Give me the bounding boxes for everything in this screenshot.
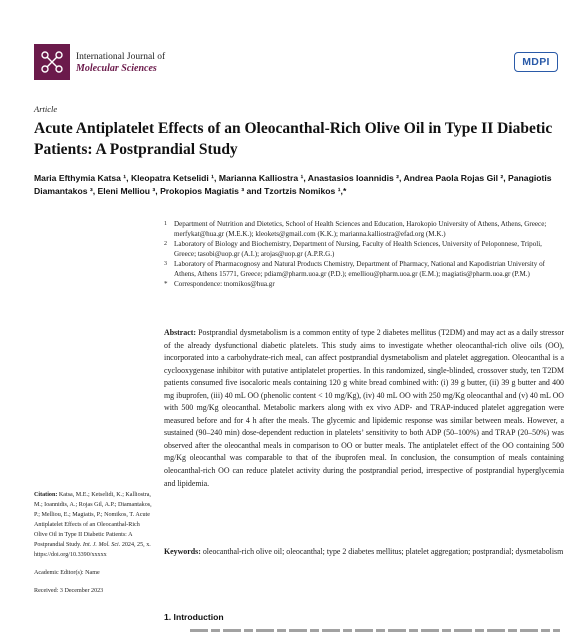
section-heading-introduction: 1. Introduction bbox=[164, 612, 224, 622]
correspondence bbox=[164, 279, 564, 289]
citation-journal: Int. J. Mol. Sci. bbox=[82, 542, 121, 548]
citation-doi-link[interactable]: https://doi.org/10.3390/xxxxx bbox=[34, 552, 107, 558]
keywords-label: Keywords: bbox=[164, 547, 201, 556]
journal-name bbox=[76, 52, 165, 74]
article-title: Acute Antiplatelet Effects of an Oleocanthal-Rich Olive Oil in Type II Diabetic Patients: A Postprandial Study bbox=[34, 120, 553, 158]
abstract-label: Abstract: bbox=[164, 328, 196, 337]
page-header bbox=[34, 44, 558, 84]
affiliation-text: Laboratory of Pharmacognosy and Natural Products Chemistry, Department of Pharmacy, National and Kapodistrian University of Athens, Athens 15771, Greece; pdiam@pharm.uoa.gr (P.D.); emelliou@pharm.uoa.gr (E.M.); magiatis@pharm.uoa.gr (P.M.) bbox=[174, 260, 546, 278]
correspondence-marker: * bbox=[164, 280, 168, 288]
affiliation-number: 1 bbox=[164, 221, 167, 227]
article-type: Article bbox=[34, 104, 58, 114]
author-list: Maria Efthymia Katsa ¹, Kleopatra Ketselidi ¹, Marianna Kalliostra ¹, Anastasios Ioannidis ², Andrea Paola Rojas Gil ², Panagiotis Diamantakos ³, Eleni Melliou ³, Prokopios Magiatis ³ and Tzortzis Nomikos ¹,* bbox=[34, 173, 552, 196]
journal-name-line1: International Journal of bbox=[76, 52, 166, 62]
mdpi-logo-text: MDPI bbox=[522, 56, 550, 68]
affiliation-text: Laboratory of Biology and Biochemistry, Department of Nursing, Faculty of Health Sciences, University of Peloponnese, Tripoli, Greece; tasobi@uop.gr (A.I.); arojas@uop.gr (A.P.R.G.) bbox=[174, 240, 542, 258]
citation-year-volume: 2024, 25, x. bbox=[121, 542, 151, 548]
citation-text: Katsa, M.E.; Ketselidi, K.; Kalliostra, M.; Ioannidis, A.; Rojas Gil, A.P.; Diamantakos, P.; Melliou, E.; Magiatis, P.; Nomikos, T. Acute Antiplatelet Effects of an Oleocanthal-Rich Olive Oil in Type II Diabetic Patients: A Postprandial Study. bbox=[34, 492, 152, 548]
correspondence-text: Correspondence: tnomikos@hua.gr bbox=[174, 280, 275, 288]
received-date: Received: 3 December 2023 bbox=[34, 588, 104, 594]
affiliation-number: 2 bbox=[164, 241, 167, 247]
article-sidebar bbox=[34, 490, 152, 596]
mdpi-logo[interactable] bbox=[514, 52, 558, 72]
citation-label: Citation: bbox=[34, 492, 58, 498]
abstract-text: Postprandial dysmetabolism is a common entity of type 2 diabetes mellitus (T2DM) and may act as a daily stressor of the already dysfunctional diabetic platelets. This study aims to investigate whether oleocanthal-rich olive oils (OO), incorporated into a carbohydrate-rich meal, can affect postprandial dysmetabolism and platelet aggregation. Oleocanthal is a cyclooxygenase inhibitor with putative antiplatelet properties. In this randomized, single-blinded, crossover study, ten T2DM patients consumed five isocaloric meals containing 120 g white bread combined with: (i) 39 g butter, (ii) 39 g butter and 400 mg ibuprofen, (iii) 40 mL OO (phenolic content < 10 mg/Kg), (iv) 40 mL OO with 250 mg/Kg oleocanthal and (v) 40 mL OO with 500 mg/Kg oleocanthal. Metabolic markers along with ex vivo ADP- and TRAP-induced platelet aggregation were measured before and for 4 h after the meals. The glycemic and lipidemic response was similar between meals. However, a sustained (90–240 min) dose-dependent reduction in platelets’ sensitivity to both ADP (50–100%) and TRAP (20–50%) was observed after the oleocanthal meals in comparison to OO or butter meals. The antiplatelet effect of the OO containing 500 mg/Kg oleocanthal was comparable to that of the ibuprofen meal. In conclusion, the consumption of meals containing oleocanthal-rich OO can reduce platelet activity during the postprandial period, irrespective of postprandial hyperglycemia and lipidemia. bbox=[164, 328, 564, 488]
keywords-text: oleocanthal-rich olive oil; oleocanthal; type 2 diabetes mellitus; platelet aggregation; postprandial; dysmetabolism bbox=[202, 547, 564, 556]
abstract bbox=[164, 327, 564, 490]
affiliation-1 bbox=[164, 219, 564, 239]
academic-editor: Academic Editor(s): Name bbox=[34, 570, 100, 576]
affiliation-2 bbox=[164, 239, 564, 259]
journal-logo-icon bbox=[34, 44, 70, 80]
affiliation-3 bbox=[164, 259, 564, 279]
affiliation-text: Department of Nutrition and Dietetics, School of Health Sciences and Education, Harokopio University of Athens, Athens, Greece; merfykat@hua.gr (M.E.K.); kleokets@gmail.com (K.K.); marianna.kalliostra@efad.org (M.K.) bbox=[174, 220, 547, 238]
affiliation-number: 3 bbox=[164, 261, 167, 267]
journal-name-line2: Molecular Sciences bbox=[76, 63, 157, 74]
citation bbox=[34, 490, 152, 560]
affiliations bbox=[164, 219, 564, 289]
introduction-text-cutoff bbox=[190, 626, 560, 632]
keywords bbox=[164, 546, 564, 559]
